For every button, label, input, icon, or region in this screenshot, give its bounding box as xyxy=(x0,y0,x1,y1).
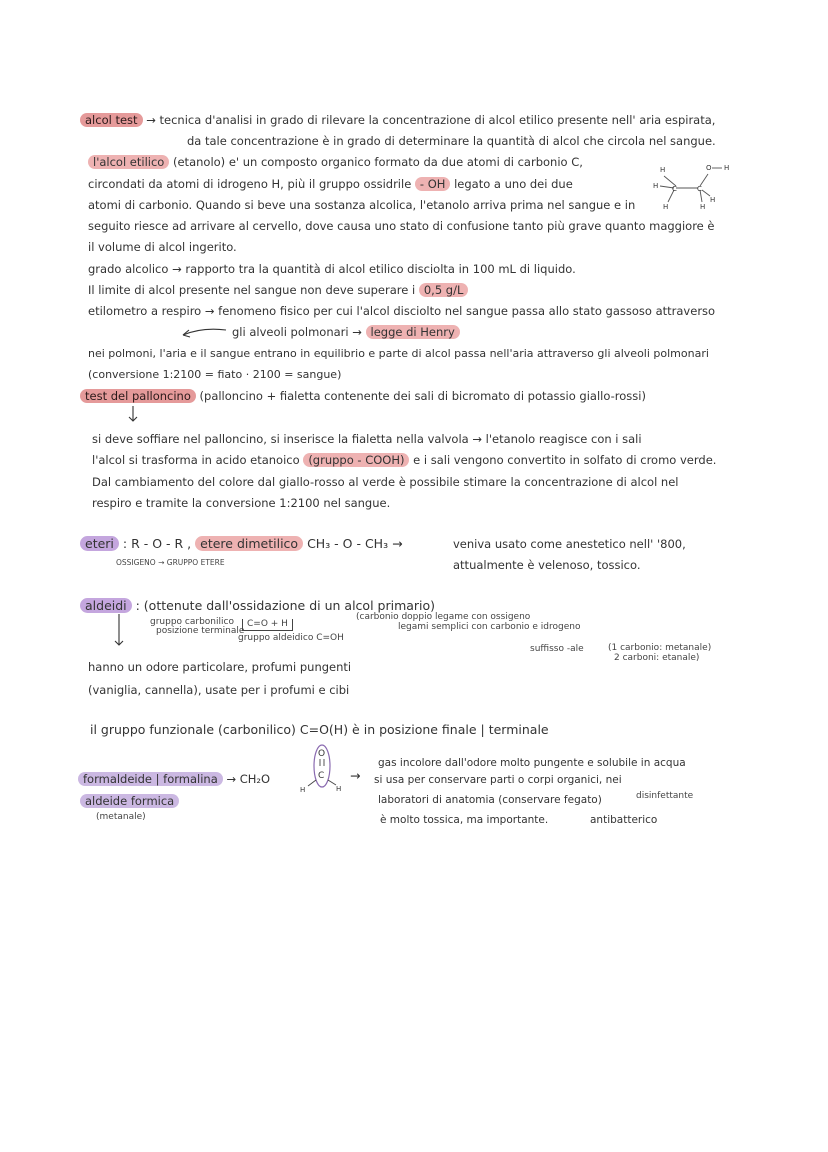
arrow: → xyxy=(350,768,361,783)
cooh-group: (gruppo - COOH) xyxy=(303,453,409,467)
carbonyl-formula: C=O + H xyxy=(242,619,293,631)
henry-law: legge di Henry xyxy=(366,325,460,339)
aldeidi-intro: : (ottenute dall'ossidazione di un alcol primario) xyxy=(135,598,436,613)
ethanol-molecule-diagram xyxy=(650,158,740,218)
etanolo-line-2 xyxy=(88,177,573,192)
formaldeide-formula: → CH₂O xyxy=(226,772,271,786)
o-atom: O xyxy=(318,749,326,759)
grado-alcolico-line: grado alcolico → rapporto tra la quantità di alcol etilico disciolta in 100 mL di liquido. xyxy=(88,262,576,276)
down-arrow-icon xyxy=(114,613,124,647)
h-atom: H xyxy=(300,786,306,794)
gruppo-funzionale-line: il gruppo funzionale (carbonilico) C=O(H) è in posizione finale | terminale xyxy=(90,722,549,737)
gas-desc-3: laboratori di anatomia (conservare fegato) xyxy=(378,794,602,806)
gas-desc-4: è molto tossica, ma importante. xyxy=(380,814,549,826)
eteri-formula: : R - O - R , xyxy=(122,536,192,551)
aldeide-formica-term: aldeide formica xyxy=(80,794,179,808)
alcol-test-term: alcol test xyxy=(80,113,143,127)
h-atom: H xyxy=(653,182,659,190)
text-line: respiro e tramite la conversione 1:2100 nel sangue. xyxy=(92,496,391,510)
formaldeide-term: formaldeide | formalina xyxy=(78,772,223,786)
h-atom: H xyxy=(336,785,342,793)
curved-arrow-icon xyxy=(180,326,230,340)
h-atom: H xyxy=(710,196,716,204)
alveoli-text: gli alveoli polmonari → xyxy=(232,325,362,339)
eteri-line xyxy=(80,536,403,551)
text-line: si deve soffiare nel palloncino, si inserisce la fialetta nella valvola → l'etanolo reagisce con i sali xyxy=(92,432,642,446)
antibatterico-label: antibatterico xyxy=(590,814,658,826)
etanolo-desc-3: legato a uno dei due xyxy=(454,177,573,191)
eteri-desc-2: attualmente è velenoso, tossico. xyxy=(453,558,641,572)
alcol-test-definition: tecnica d'analisi in grado di rilevare la concentrazione di alcol etilico presente nell' aria espirata, xyxy=(159,113,716,127)
dimetilico-formula: CH₃ - O - CH₃ → xyxy=(307,536,403,551)
aldeidi-term: aldeidi xyxy=(80,598,132,613)
c-atom: C xyxy=(672,185,677,193)
eteri-term: eteri xyxy=(80,536,119,551)
palloncino-term: test del palloncino xyxy=(80,389,196,403)
down-arrow-icon xyxy=(128,405,138,423)
aldeidico-label: gruppo aldeidico C=OH xyxy=(238,633,344,643)
etanale-note: 2 carboni: etanale) xyxy=(614,653,700,663)
etere-dimetilico-term: etere dimetilico xyxy=(195,536,303,551)
disinfettante-label: disinfettante xyxy=(636,791,694,801)
carbonio-note: (carbonio doppio legame con ossigeno xyxy=(356,612,531,622)
aldeidi-line xyxy=(80,598,435,613)
o-atom: O xyxy=(706,164,712,172)
metanale-note: (1 carbonio: metanale) xyxy=(608,643,712,653)
etilometro-line: etilometro a respiro → fenomeno fisico per cui l'alcol disciolto nel sangue passa allo stato gassoso attraverso xyxy=(88,304,716,318)
h-atom: H xyxy=(700,203,706,211)
odore-line: hanno un odore particolare, profumi pungenti xyxy=(88,660,352,674)
text-line: atomi di carbonio. Quando si beve una sostanza alcolica, l'etanolo arriva prima nel sangue e in xyxy=(88,198,636,212)
posizione-label: posizione terminale xyxy=(156,626,245,636)
alcol-test-definition-2: da tale concentrazione è in grado di determinare la quantità di alcol che circola nel sangue. xyxy=(187,134,716,148)
limit-value: 0,5 g/L xyxy=(419,283,469,297)
formaldeide-line xyxy=(78,772,270,787)
h-atom: H xyxy=(660,166,666,174)
c-atom: C xyxy=(697,185,702,193)
text-line: nei polmoni, l'aria e il sangue entrano in equilibrio e parte di alcol passa nell'aria attraverso gli alveoli polmonari xyxy=(88,347,709,360)
etanolo-desc: (etanolo) e' un composto organico formato da due atomi di carbonio C, xyxy=(173,155,583,169)
etanolo-term: l'alcol etilico xyxy=(88,155,169,169)
oh-group: - OH xyxy=(415,177,451,191)
text-line: seguito riesce ad arrivare al cervello, dove causa uno stato di confusione tanto più grave quanto maggiore è xyxy=(88,219,715,233)
arrow: → xyxy=(146,113,156,127)
palloncino-line xyxy=(80,389,646,404)
aldeide-formica-line xyxy=(80,794,179,809)
c-atom: C xyxy=(318,771,325,781)
cooh-line xyxy=(92,453,716,468)
henry-line xyxy=(232,325,460,340)
odore-line-2: (vaniglia, cannella), usate per i profumi e cibi xyxy=(88,683,350,697)
eteri-note: OSSIGENO → GRUPPO ETERE xyxy=(116,558,225,567)
formaldehyde-molecule-diagram xyxy=(298,742,344,794)
suffisso-label: suffisso -ale xyxy=(530,644,584,654)
h-atom: H xyxy=(663,203,669,211)
palloncino-desc: (palloncino + fialetta contenente dei sali di bicromato di potassio giallo-rossi) xyxy=(199,389,646,403)
gas-desc: gas incolore dall'odore molto pungente e solubile in acqua xyxy=(378,757,686,769)
eteri-desc: veniva usato come anestetico nell' '800, xyxy=(453,537,686,551)
cooh-text-2: e i sali vengono convertito in solfato di cromo verde. xyxy=(413,453,717,467)
gas-desc-2: si usa per conservare parti o corpi organici, nei xyxy=(374,774,622,786)
limit-text: Il limite di alcol presente nel sangue non deve superare i xyxy=(88,283,416,297)
conversione-line: (conversione 1:2100 = fiato · 2100 = sangue) xyxy=(88,368,342,381)
h-atom: H xyxy=(724,164,730,172)
cooh-text: l'alcol si trasforma in acido etanoico xyxy=(92,453,300,467)
etanolo-line xyxy=(88,155,583,170)
carbonilico-label: gruppo carbonilico xyxy=(150,617,234,627)
limit-line xyxy=(88,283,468,298)
text-line: il volume di alcol ingerito. xyxy=(88,240,237,254)
metanale-label: (metanale) xyxy=(96,812,146,822)
text-line: Dal cambiamento del colore dal giallo-rosso al verde è possibile stimare la concentrazione di alcol nel xyxy=(92,475,679,489)
legami-note: legami semplici con carbonio e idrogeno xyxy=(398,622,581,632)
etanolo-desc-2: circondati da atomi di idrogeno H, più il gruppo ossidrile xyxy=(88,177,412,191)
alcol-test-line xyxy=(80,113,715,128)
